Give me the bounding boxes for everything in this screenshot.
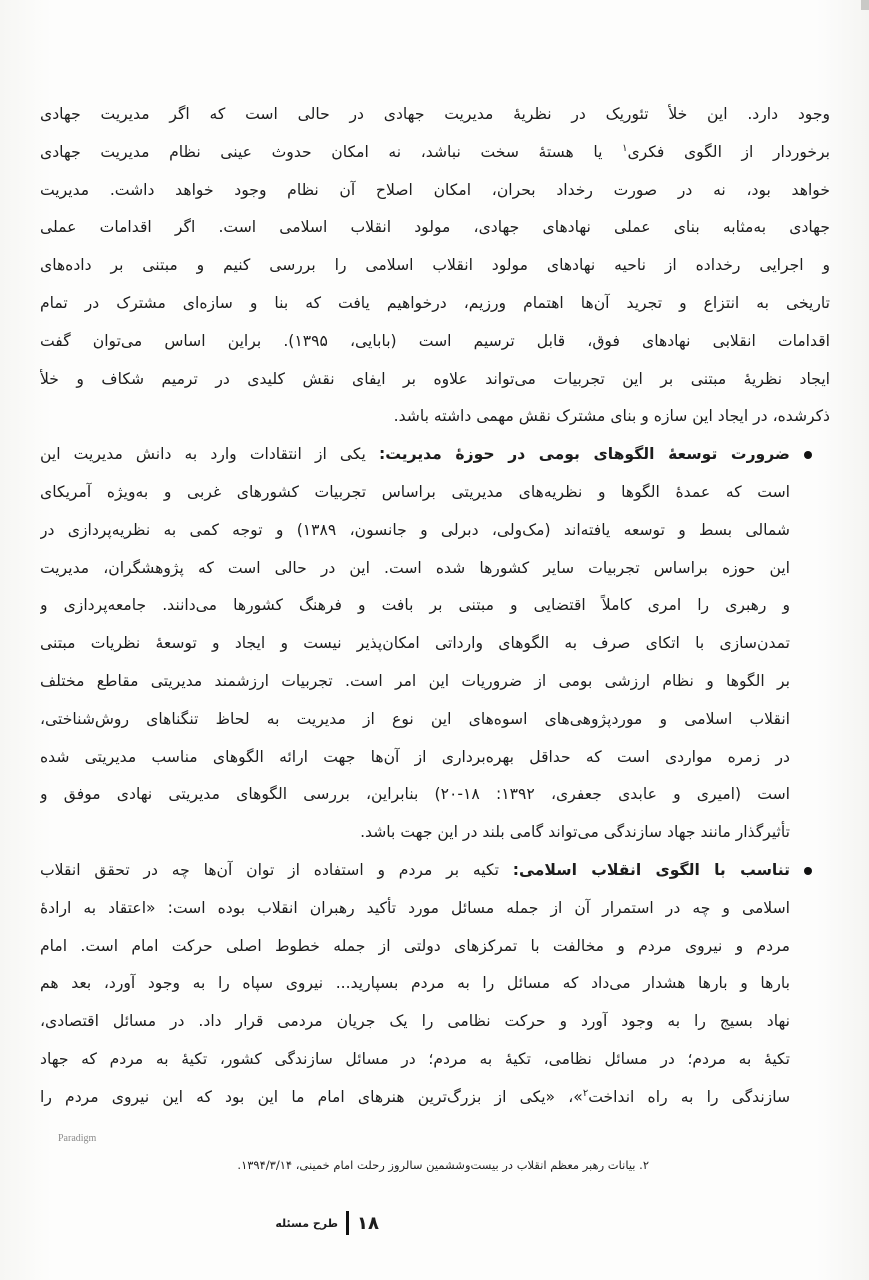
running-title: طرح مسئله (275, 1216, 339, 1230)
text-line: مردم و نیروی مردم و مخالفت با تمرکزهای دولتی از جمله خطوط اصلی حرکت امام است. امام (40, 936, 790, 955)
page-edge-mark (861, 0, 869, 10)
text-fragment: یا هستهٔ سخت نباشد، نه امکان حدوث عینی نظام مدیریت جهادی (40, 142, 623, 161)
page-footer (275, 1211, 379, 1235)
footer-divider (346, 1211, 349, 1235)
text-line: تأثیرگذار مانند جهاد سازندگی می‌تواند گامی بلند در این جهت باشد. (360, 823, 790, 842)
bullet-item-first-line (40, 852, 830, 890)
text-line: در زمره مواردی است که حداقل بهره‌برداری از آن‌ها جهت ارائه الگوهای مناسب مدیریتی شده (40, 747, 790, 766)
text-line: بر الگوها و نظام ارزشی بومی از ضروریات این امر است. تجربیات ارزشمند مدیریتی مقاطع مختلف (40, 671, 790, 690)
text-line: جهادی به‌مثابه بنای عملی نهادهای جهادی، مولود انقلاب اسلامی است. اگر اقدامات عملی (40, 218, 830, 237)
bullet-dot-icon (804, 451, 812, 459)
text-line: بارها و بارها هشدار می‌داد که مسائل را به مردم بسپارید... نیروی سپاه را به وجود آورد، بعد هم (40, 974, 790, 993)
footnote-1: Paradigm (58, 1133, 97, 1144)
text-line: انقلاب اسلامی و موردپژوهی‌های اسوه‌های این نوع از مدیریت به لحاظ تنگناهای روش‌شناختی، (40, 709, 790, 728)
text-fragment: سازندگی را به راه انداخت (588, 1087, 791, 1106)
text-fragment: تکیه بر مردم و استفاده از توان آن‌ها چه در تحقق انقلاب (40, 860, 513, 879)
text-line: تاریخی به انتزاع و تجرید آن‌ها اهتمام ورزیم، درخواهیم یافت که بنا و سازه‌ای مشترک در تمام (40, 293, 830, 312)
text-line: است (امیری و عابدی جعفری، ۱۳۹۲: ۱۸-۲۰) بنابراین، بررسی الگوهای مدیریتی نهادی موفق و (40, 785, 791, 804)
text-line: ایجاد نظریهٔ مبتنی بر این تجربیات می‌تواند علاوه بر ایفای نقش کلیدی در ترمیم شکاف و خلأ (40, 369, 830, 388)
text-line: تکیهٔ به مردم؛ در مسائل نظامی، تکیهٔ به مردم؛ در مسائل سازندگی کشور، تکیهٔ به مردم که جهاد (40, 1049, 790, 1068)
text-line: این حوزه براساس تجربیات سایر کشورها شده است. این در حالی است که پژوهشگران، مدیریت (40, 558, 790, 577)
text-line (40, 1079, 830, 1117)
text-line: تمدن‌سازی با اتکای صرف به الگوهای وارداتی امکان‌پذیر نیست و ایجاد و توسعهٔ نظریات مبتنی (40, 634, 790, 653)
text-line (40, 134, 830, 172)
text-fragment: برخوردار از الگوی فکری (627, 142, 830, 161)
body-text (40, 96, 830, 1117)
bullet-heading: ضرورت توسعهٔ الگوهای بومی در حوزهٔ مدیریت: (379, 445, 791, 464)
text-line: ذکرشده، در ایجاد این سازه و بنای مشترک نقش مهمی داشته باشد. (393, 407, 830, 426)
text-line: است که عمدهٔ الگوها و نظریه‌های مدیریتی براساس تجربیات کشورهای غربی و به‌ویژه آمریکای (40, 482, 790, 501)
page-number: ۱۸ (357, 1212, 379, 1234)
text-line: و اجرایی رخداده از ناحیه نهادهای مولود انقلاب اسلامی را بررسی کنیم و مبتنی بر داده‌های (40, 256, 830, 275)
text-line: و رهبری را امری کاملاً اقتضایی و مبتنی بر بافت و فرهنگ کشورها می‌دانند. جامعه‌پردازی و (40, 596, 790, 615)
bullet-dot-icon (804, 867, 812, 875)
text-fragment: یکی از انتقادات وارد به دانش مدیریت این (40, 445, 380, 464)
text-line: اسلامی و چه در استمرار آن از جمله مسائل مورد تأکید رهبران انقلاب بوده است: «اعتقاد به ارادهٔ (40, 898, 790, 917)
footnote-marker[interactable]: ۱ (622, 142, 628, 154)
text-line: اقدامات انقلابی نهادهای فوق، قابل ترسیم است (بابایی، ۱۳۹۵). براین اساس می‌توان گفت (40, 331, 830, 350)
text-line: نهاد بسیج را به وجود آورد و حرکت نظامی را یک جریان مردمی قرار داد. در مسائل اقتصادی، (40, 1012, 790, 1031)
bullet-heading: تناسب با الگوی انقلاب اسلامی: (512, 860, 790, 879)
footnote-2: ۲. بیانات رهبر معظم انقلاب در بیست‌وششمین سالروز رحلت امام خمینی، ۱۳۹۴/۳/۱۴. (237, 1158, 649, 1172)
text-line: شمالی بسط و توسعه یافته‌اند (مک‌ولی، دبرلی و جانسون، ۱۳۸۹) و توجه کمی به نظریه‌پردازی در (40, 520, 790, 539)
text-fragment: »، «یکی از بزرگ‌ترین هنرهای امام ما این بود که این نیروی مردم را (40, 1087, 583, 1106)
bullet-item-first-line (40, 436, 830, 474)
text-line: خواهد بود، نه در صورت رخداد بحران، امکان اصلاح آن نظام وجود خواهد داشت. مدیریت (40, 180, 830, 199)
text-line: وجود دارد. این خلأ تئوریک در نظریهٔ مدیریت جهادی در حالی است که اگر مدیریت جهادی (40, 105, 830, 123)
footnote-marker[interactable]: ۲ (582, 1087, 589, 1099)
